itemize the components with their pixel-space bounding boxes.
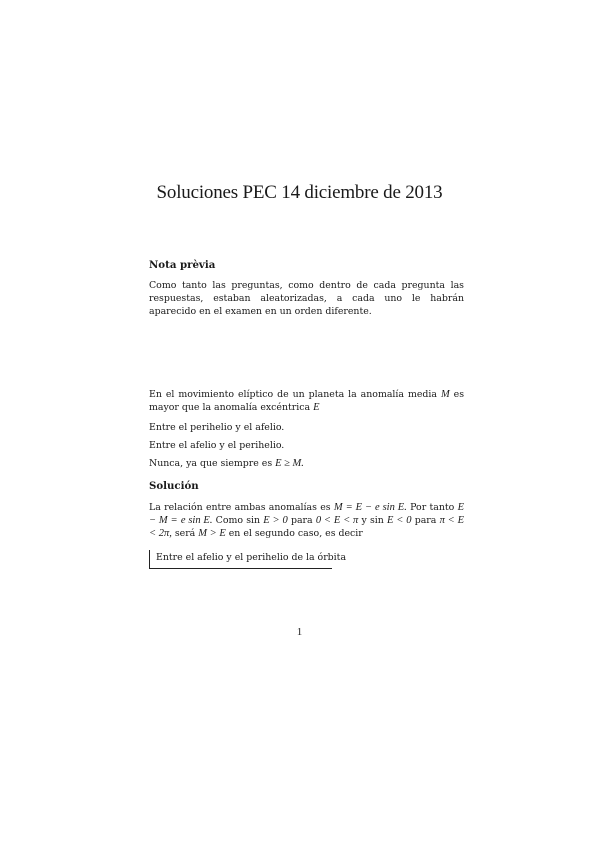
sol-l1-math: M = E − e sin E. <box>333 502 407 513</box>
sol-l2-pre: Como sin <box>215 515 261 526</box>
sol-l1-mid: Por tanto <box>410 502 455 513</box>
sol-l2-math: e sin E. <box>180 515 213 526</box>
question-var-e: E <box>313 402 320 413</box>
sol-l2-mid2: y sin <box>361 515 384 526</box>
sol-l1-math2: E − M = <box>149 502 464 526</box>
option-2: Entre el afelio y el perihelio. <box>149 440 285 451</box>
question-line1-text: En el movimiento elíptico de un planeta la anomalía media <box>149 389 437 400</box>
option-1: Entre el perihelio y el afelio. <box>149 422 285 433</box>
sol-l3-post: en el segundo caso, es decir <box>228 528 363 539</box>
sol-l2-math2: E > 0 <box>263 515 288 526</box>
question-var-m: M <box>440 389 450 400</box>
question-line2-text: que la anomalía excéntrica <box>181 402 311 413</box>
sol-l3-pre: será <box>174 528 196 539</box>
sol-l3-math: M > E <box>198 528 226 539</box>
question-line1-end: es mayor <box>149 389 464 413</box>
option-3-math: E ≥ M. <box>275 458 304 469</box>
sol-l2-math5: π < E < 2π, <box>149 515 465 539</box>
nota-previa-text: Como tanto las preguntas, como dentro de cada pregunta las respuestas, estaban aleatorizadas, a cada uno le habrán aparecido en el examen en un orden diferente. <box>149 280 464 317</box>
sol-l2-mid: para <box>290 515 313 526</box>
sol-l2-math4: E < 0 <box>387 515 412 526</box>
solucion-text <box>149 501 464 540</box>
answer-box <box>149 550 347 569</box>
nota-previa-heading: Nota prèvia <box>149 259 216 271</box>
sol-l2-math3: 0 < E < π <box>315 515 359 526</box>
sol-l2-mid3: para <box>414 515 437 526</box>
solucion-heading: Solución <box>149 480 199 492</box>
option-3-text: Nunca, ya que siempre es <box>149 458 273 469</box>
option-3 <box>149 457 304 470</box>
page-number: 1 <box>296 626 303 638</box>
question-text <box>149 388 464 414</box>
sol-l1-pre: La relación entre ambas anomalías es <box>149 502 331 513</box>
answer-text: Entre el afelio y el perihelio de la órbita <box>156 552 347 563</box>
document-title: Soluciones PEC 14 diciembre de 2013 <box>156 182 443 203</box>
